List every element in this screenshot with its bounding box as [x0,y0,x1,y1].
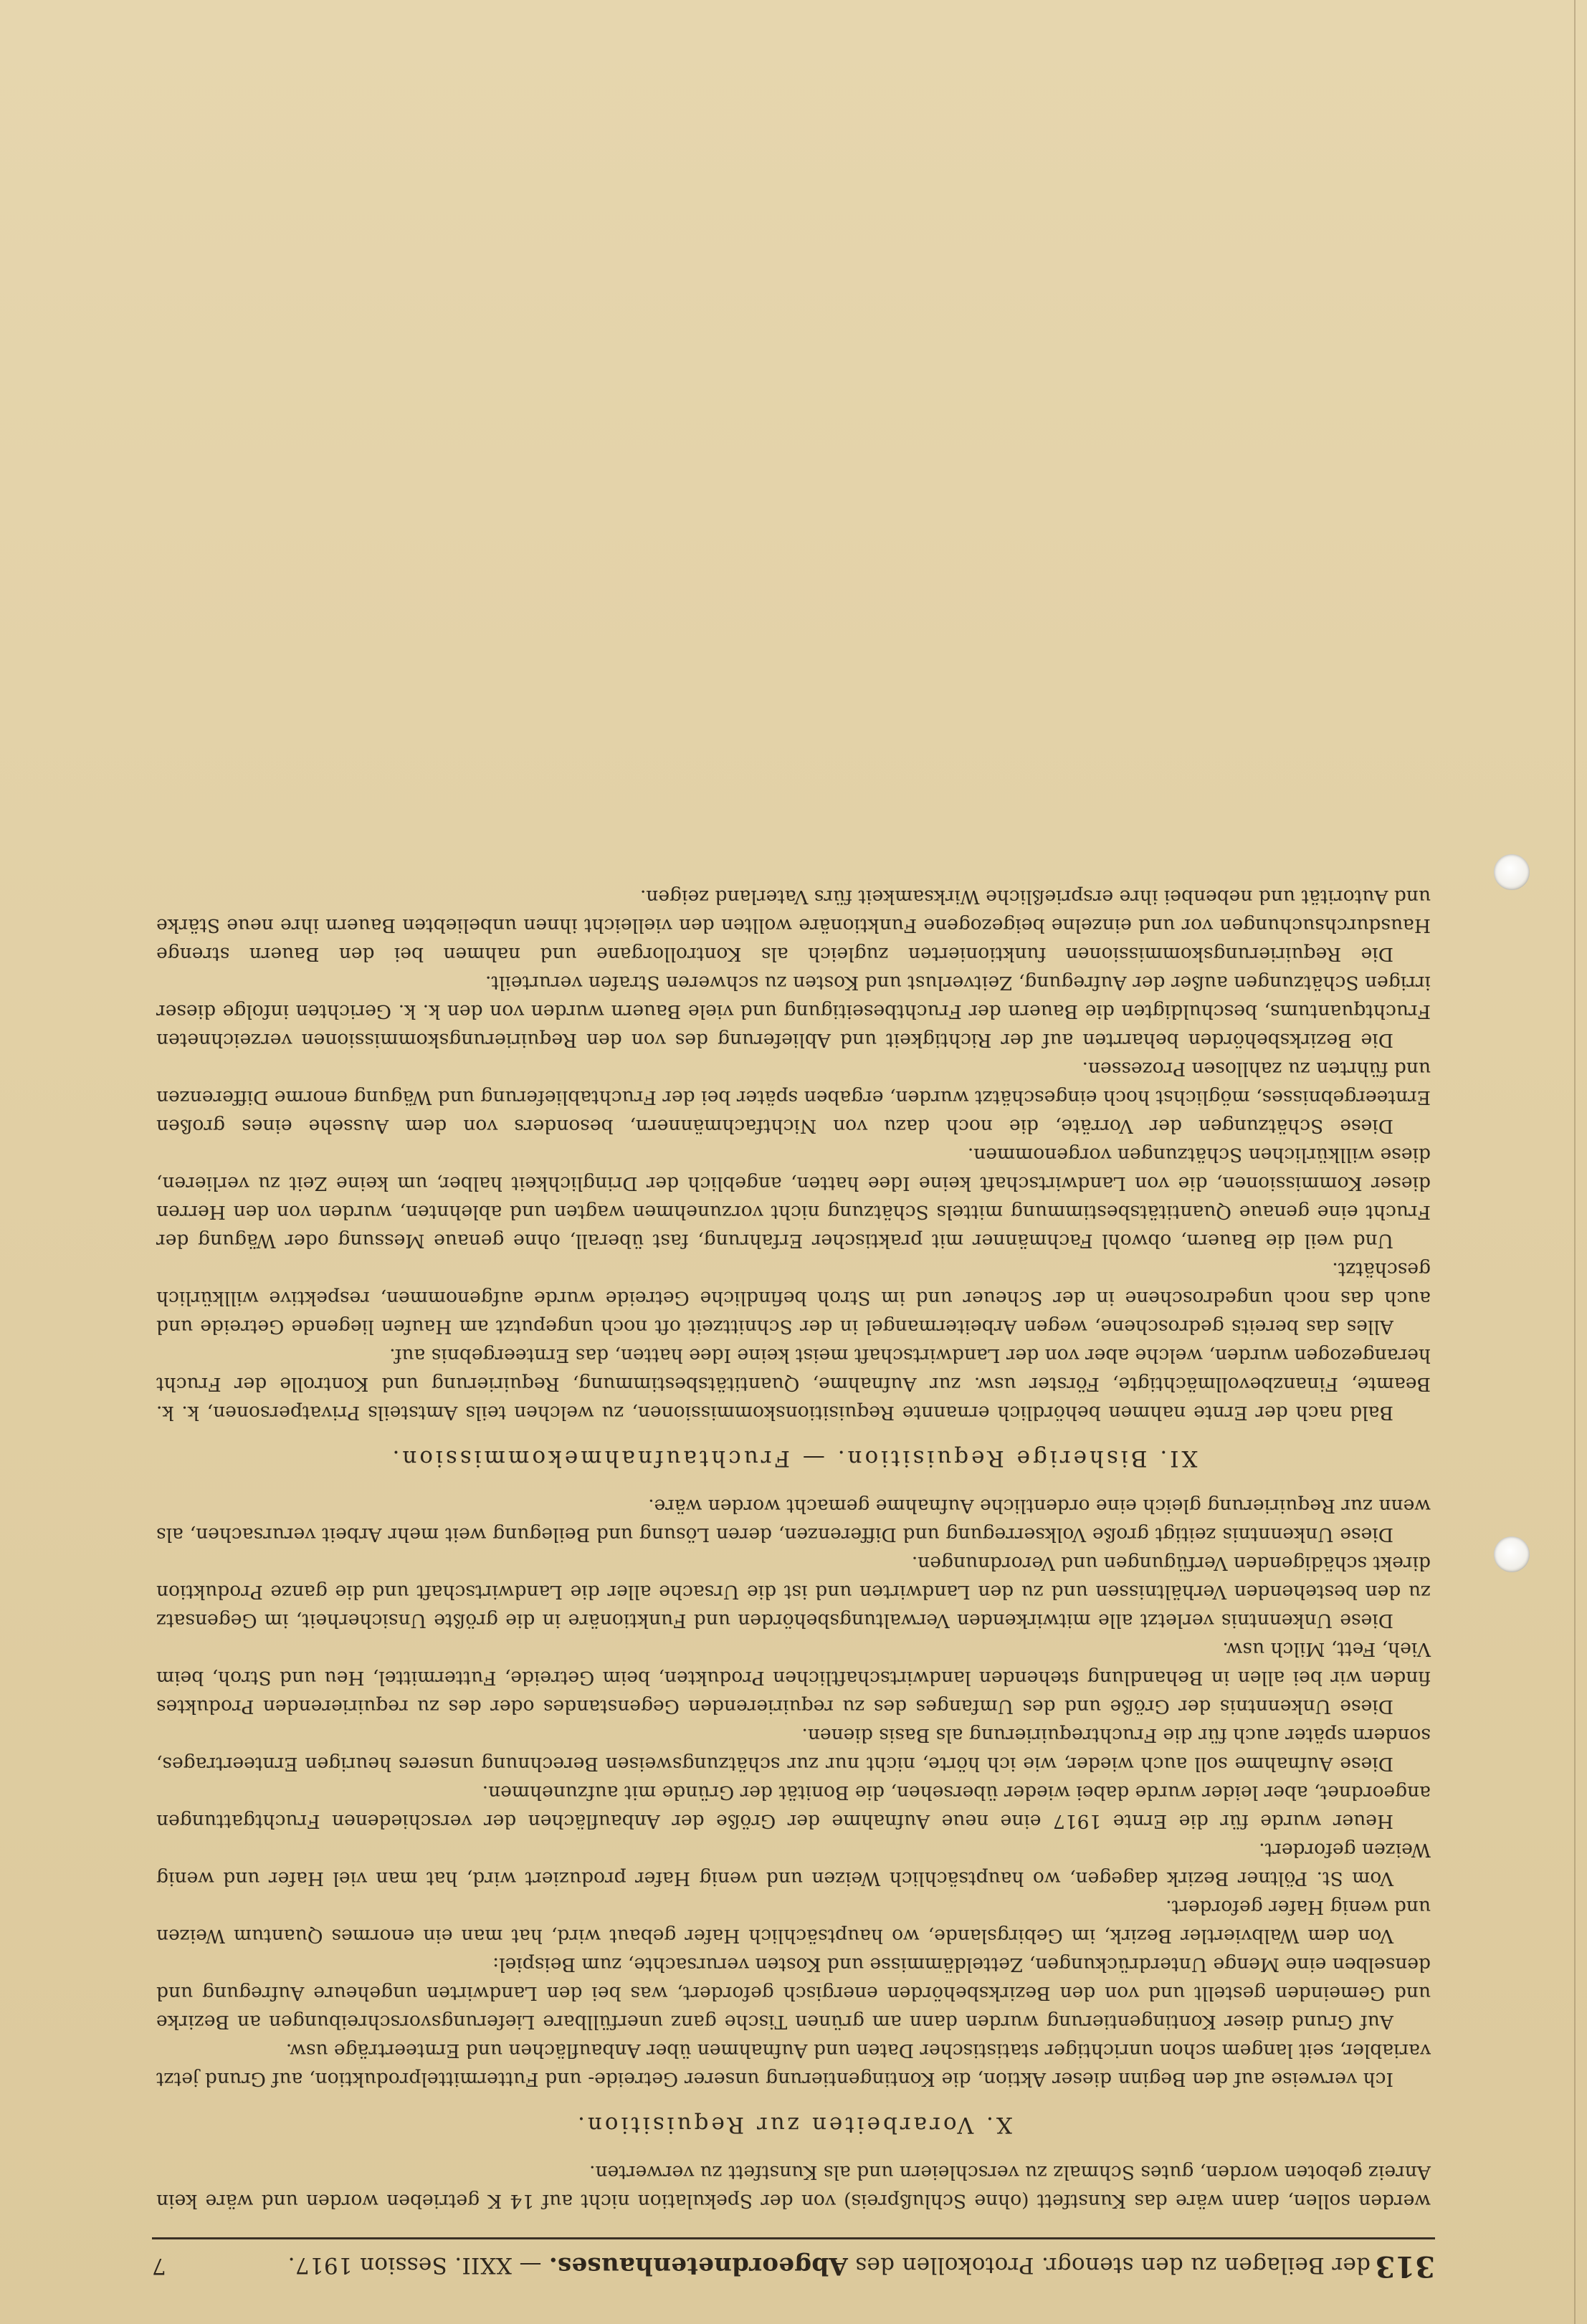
issue-number: 7 [152,2253,166,2279]
header-title-prefix: der Beilagen zu den stenogr. Protokollen des [855,2252,1371,2278]
section-x-paragraph: Ich verweise auf den Beginn dieser Aktion, die Kontingentierung unserer Getreide- und Futtermittelproduktion, auf Grund jetzt variabler, seit langem schon unrichtiger statistischer Daten und Aufnahmen über Anbauflächen und Ernteerträge usw. [156,2040,1431,2090]
section-x-heading: X. Vorarbeiten zur Requisition. [575,2112,1012,2138]
section-x-paragraph: Von dem Walbviertler Bezirk, im Gebirgslande, wo hauptsächlich Hafer gebaut wird, hat man ein enormes Quantum Weizen und wenig Hafer gefordert. [156,1896,1431,1947]
section-x-paragraph: Diese Aufnahme soll auch wieder, wie ich hörte, nicht nur zur schätzungsweisen Berechnung unseres heurigen Ernteertrages, sondern später auch für die Fruchtrequirierung als Basis dienen. [156,1724,1431,1775]
header-title-bold: Abgeordnetenhauses. [548,2252,848,2280]
section-x-paragraph: Heuer wurde für die Ernte 1917 eine neue Aufnahme der Größe der Anbauflächen der verschiedenen Fruchtgattungen angeordnet, aber leider wurde dabei wieder übersehen, die Bonität der Gründe mit aufzunehmen. [156,1782,1431,1832]
section-x-paragraph: Diese Unkenntnis zeitigt große Volkserregung und Differenzen, deren Lösung und Beilegung weit mehr Arbeit verursachen, als wenn zur Requirierung gleich eine ordentliche Aufnahme gemacht worden wäre. [156,1495,1431,1546]
section-x-paragraph: Vom St. Pöltner Bezirk dagegen, wo hauptsächlich Weizen und wenig Hafer produziert wird, hat man viel Hafer und wenig Weizen gefordert. [156,1839,1431,1890]
section-xi-paragraph: Die Requirierungskommissionen funktionierten zugleich als Kontrollorgane und nahmen bei den Bauern strenge Hausdurchsuchungen vor und einzelne beigezogene Funktionäre wollten den vielleicht ihnen unbeliebten Bauern ihre neue Stärke und Autorität und nebenbei ihre ersprießliche Wirksamkeit fürs Vaterland zeigen. [156,886,1431,965]
header-title [287,2239,1371,2292]
page-body [156,882,1431,2215]
page-number: 313 [1375,2249,1435,2283]
section-x-paragraph: Diese Unkenntnis der Größe und des Umfanges des zu requirierenden Gegenstandes oder des zu requirierenden Produktes finden wir bei allen in Behandlung stehenden landwirtschaftlichen Produkten, beim Getreide, Futtermittel, Heu und Stroh, beim Vieh, Fett, Milch usw. [156,1638,1431,1718]
section-xi-heading: XI. Bisherige Requisition. — Fruchtaufnahmekommission. [389,1445,1198,1471]
section-xi-paragraph: Alles das bereits gedroschene, wegen Arbeitermangel in der Schnittzeit oft noch ungeputzt am Haufen liegende Getreide und auch das noch ungedroschene in der Scheuer und im Stroh befindliche Getreide wurde aufgenommen, respektive willkürlich geschätzt. [156,1258,1431,1338]
section-xi-paragraph: Und weil die Bauern, obwohl Fachmänner mit praktischer Erfahrung, fast überall, ohne genaue Messung oder Wägung der Frucht eine genaue Quantitätsbestimmung mittels Schätzung nicht vorzunehmen wagten und ablehnten, wurden von den Herren dieser Kommissionen, die von Landwirtschaft keine Idee hatten, angeblich der Dringlichkeit halber, um keine Zeit zu verlieren, diese willkürlichen Schätzungen vorgenommen. [156,1144,1431,1252]
running-header [152,2237,1435,2292]
section-x-paragraph: Auf Grund dieser Kontingentierung wurden dann am grünen Tische ganz unerfüllbare Lieferungsvorschreibungen an Bezirke und Gemeinden gestellt und von den Bezirksbehörden energisch gefordert, was bei den Landwirten ungeheure Aufregung und denselben eine Menge Unterdrückungen, Zetteldämmisse und Kosten verursachte, zum Beispiel: [156,1954,1431,2033]
intro-paragraph: werden sollen, dann wäre das Kunstfett (ohne Schlußpreis) von der Spekulation nicht auf 14 K getrieben worden und wäre kein Anreiz geboten worden, gutes Schmalz zu verschleiern und als Kunstfett zu verwerten. [156,2161,1431,2212]
section-x-paragraph: Diese Unkenntnis verletzt alle mitwirkenden Verwaltungsbehörden und Funktionäre in die größte Unsicherheit, im Gegensatz zu den bestehenden Verhältnissen und zu den Landwirten und ist die Ursache aller die Landwirtschaft und die ganze Produktion direkt schädigenden Verfügungen und Verordnungen. [156,1552,1431,1632]
header-title-suffix: — XXII. Session 1917. [287,2252,542,2278]
section-xi-paragraph: Die Bezirksbehörden beharrten auf der Richtigkeit und Ablieferung des von den Requirierungskommissionen verzeichneten Fruchtquantums, beschuldigten die Bauern der Fruchtbeseitigung und viele Bauern wurden von den k. k. Gerichten infolge dieser irrigen Schätzungen außer der Aufregung, Zeitverlust und Kosten zu schweren Strafen verurteilt. [156,972,1431,1051]
section-xi-paragraph: Diese Schätzungen der Vorräte, die noch dazu von Nichtfachmännern, besonders von dem Aussehe eines großen Ernteergebnisses, möglichst hoch eingeschätzt wurden, ergaben später bei der Fruchtablieferung und Wägung enorme Differenzen und führten zu zahllosen Prozessen. [156,1058,1431,1137]
section-xi-paragraph: Bald nach der Ernte nahmen behördlich ernannte Requisitionskommissionen, zu welchen teils Amtsteils Privatpersonen, k. k. Beamte, Finanzbevollmächtigte, Förster usw. zur Aufnahme, Quantitätsbestimmung, Requirierung und Kontrolle der Frucht herangezogen wurden, welche aber von der Landwirtschaft meist keine Idee hatten, das Ernteergebnis auf. [156,1344,1431,1424]
